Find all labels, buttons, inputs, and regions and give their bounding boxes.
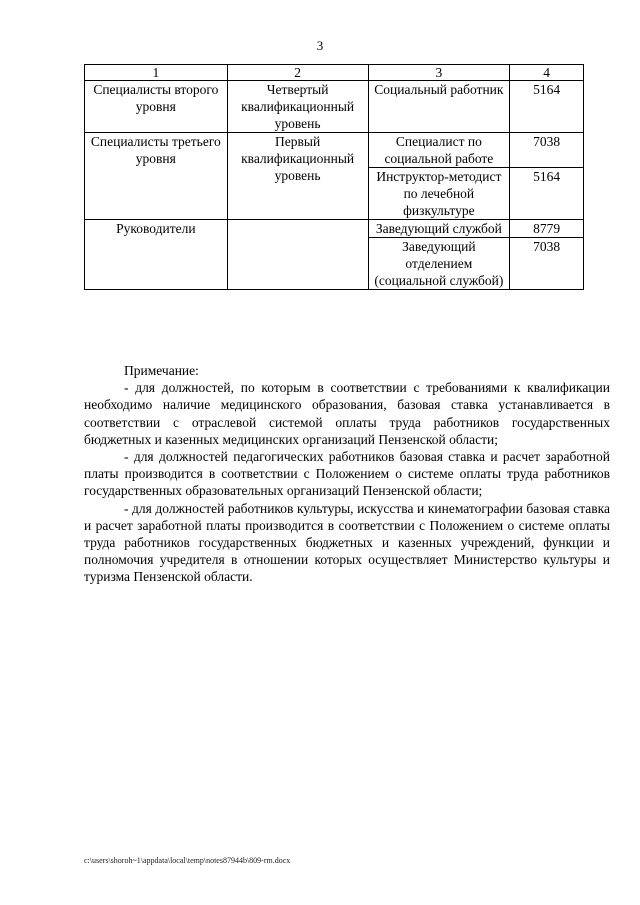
column-header-1: 1 xyxy=(85,65,228,81)
position-cell: Инструктор-методист по лечебной физкультуре xyxy=(368,168,510,220)
rate-cell: 5164 xyxy=(510,81,584,133)
pay-rates-table xyxy=(84,64,584,290)
position-cell: Специалист по социальной работе xyxy=(368,133,510,168)
notes-section xyxy=(84,362,610,586)
category-cell: Специалисты второго уровня xyxy=(85,81,228,133)
rate-cell: 7038 xyxy=(510,133,584,168)
position-cell: Социальный работник xyxy=(368,81,510,133)
category-cell: Руководители xyxy=(85,220,228,290)
table-row xyxy=(85,220,584,238)
level-cell xyxy=(227,220,368,290)
level-cell: Первый квалификационный уровень xyxy=(227,133,368,220)
category-cell: Специалисты третьего уровня xyxy=(85,133,228,220)
table-row xyxy=(85,133,584,168)
level-cell: Четвертый квалификационный уровень xyxy=(227,81,368,133)
table-header-row xyxy=(85,65,584,81)
rate-cell: 7038 xyxy=(510,238,584,290)
note-item: - для должностей работников культуры, искусства и кинематографии базовая ставка и расчет заработной платы производится в соответствии с Положением о системе оплаты труда работников государственных бюджетных и казенных учреждений, функции и полномочия учредителя в отношении которых осуществляет Министерство культуры и туризма Пензенской области. xyxy=(84,500,610,585)
position-cell: Заведующий службой xyxy=(368,220,510,238)
page-number: 3 xyxy=(316,38,324,53)
column-header-3: 3 xyxy=(368,65,510,81)
rate-cell: 8779 xyxy=(510,220,584,238)
notes-title: Примечание: xyxy=(124,363,199,378)
table-row xyxy=(85,81,584,133)
column-header-4: 4 xyxy=(510,65,584,81)
rate-cell: 5164 xyxy=(510,168,584,220)
position-cell: Заведующий отделением (социальной службой) xyxy=(368,238,510,290)
note-item: - для должностей, по которым в соответствии с требованиями к квалификации необходимо наличие медицинского образования, базовая ставка устанавливается в соответствии с отраслевой системой оплаты труда работников государственных бюджетных и казенных медицинских организаций Пензенской области; xyxy=(84,380,610,447)
note-item: - для должностей педагогических работников базовая ставка и расчет заработной платы производится в соответствии с Положением о системе оплаты труда работников государственных образовательных организаций Пензенской области; xyxy=(84,449,610,499)
column-header-2: 2 xyxy=(227,65,368,81)
footer-file-path: c:\users\shoroh~1\appdata\local\temp\notes87944b\809-rm.docx xyxy=(84,856,291,865)
